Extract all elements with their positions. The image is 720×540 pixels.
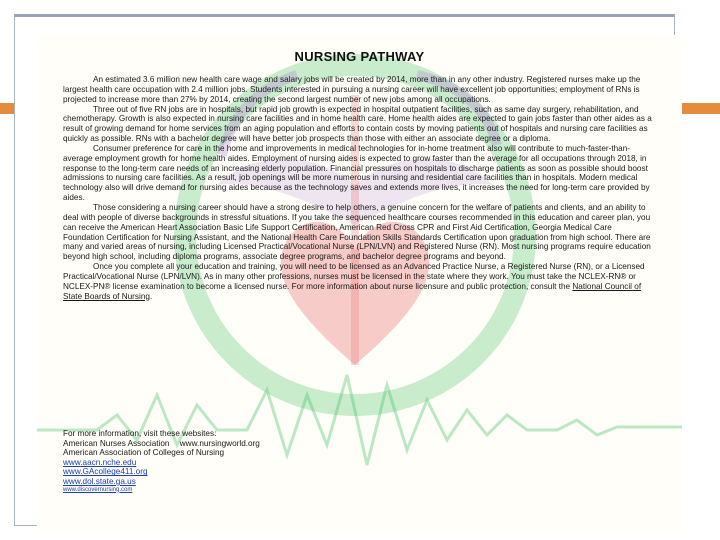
- licensure-text: Once you complete all your education and training, you will need to be licensed as an Advanced Practice Nurse, a Registered Nurse (RN), or a Licensed Practical/Vocational Nurse (LPN/LVN). As in many other professions, nurses must be licensed in the state where they work. You must take the NCLEX-RN® or NCLEX-PN® license examination to become a licensed nurse. For more information about nurse licensure and public protection, consult the: [63, 262, 645, 291]
- website-row-ana: [63, 439, 363, 449]
- websites-intro: For more information, visit these websites:: [63, 429, 217, 438]
- link-gacollege411[interactable]: www.GAcollege411.org: [63, 467, 148, 477]
- paragraph-considering-nursing: Those considering a nursing career should have a strong desire to help others, a genuine concern for the welfare of patients and clients, and an ability to deal with people of diverse backgrounds in stressful situations. If you take the sequenced healthcare courses recommended in this education and career plan, you can receive the American Heart Association Basic Life Support Certification, American Red Cross CPR and First Aid Certification, Georgia Medical Care Foundation Certification for Nursing Assistant, and the National Health Care Foundation Skills Standards Certification upon graduation from high school. There are many and varied areas of nursing, including Licensed Practical/Vocational Nurse (LPN/LVN) and Registered Nurse (RN). Most nursing programs require education beyond high school, including diploma programs, associate degree programs, and bachelor degree programs and beyond.: [63, 202, 651, 262]
- website-url[interactable]: www.nursingworld.org: [179, 438, 260, 448]
- paragraph-licensure: [63, 262, 655, 301]
- document-body: [63, 75, 655, 301]
- paragraph-job-outlook: An estimated 3.6 million new health care wage and salary jobs will be created by 2014, more than in any other industry. Registered nurses make up the largest health care occupation with 2.4 million jobs. Students interested in pursuing a nursing career will have excellent job opportunities; employment of RNs is projected to increase more than 27% by 2014, creating the second largest number of new jobs among all occupations.: [63, 75, 641, 104]
- link-aacn[interactable]: www.aacn.nche.edu: [63, 457, 137, 467]
- website-row-aacn: [63, 448, 363, 458]
- document-page: [37, 35, 682, 532]
- paragraph-home-care: Consumer preference for care in the home and improvements in medical technologies for in-home treatment also will contribute to much-faster-than-average employment growth for home health aides. Employment of nursing aides is expected to grow faster than the average for all occupations through 2018, in response to the long-term care needs of an increasing elderly population. Financial pressures on hospitals to discharge patients as soon as possible should boost admissions to nursing care facilities. As a result, job openings will be more numerous in nursing and residential care facilities than in hospitals. Modern medical technology also will drive demand for nursing aides because as the technology saves and extends more lives, it increases the need for long-term care provided by aides.: [63, 143, 650, 203]
- link-dol-ga[interactable]: www.dol.state.ga.us: [63, 476, 136, 486]
- link-discovernursing[interactable]: www.discovernursing.com: [63, 486, 133, 493]
- website-name: American Association of Colleges of Nursing: [63, 448, 225, 458]
- websites-section: [63, 429, 363, 494]
- ncsbn-link[interactable]: National Council of State Boards of Nursing: [63, 281, 642, 301]
- paragraph-rn-jobs: Three out of five RN jobs are in hospitals, but rapid job growth is expected in hospital outpatient facilities, such as same day surgery, rehabilitation, and chemotherapy. Growth is also expected in nursing care facilities and in home health care. Home health aides are expected to gain jobs faster than other aides as a result of growing demand for home services from an aging population and efforts to contain costs by moving patients out of hospitals and nursing care facilities as quickly as possible. RNs with a bachelor degree will have better job prospects than those with either an associate degree or a diploma.: [63, 104, 652, 144]
- licensure-end: .: [149, 291, 153, 301]
- slide-frame: [14, 14, 675, 526]
- website-name: American Nurses Association: [63, 438, 170, 448]
- document-title: NURSING PATHWAY: [294, 49, 425, 64]
- accent-bar-left: [0, 103, 14, 114]
